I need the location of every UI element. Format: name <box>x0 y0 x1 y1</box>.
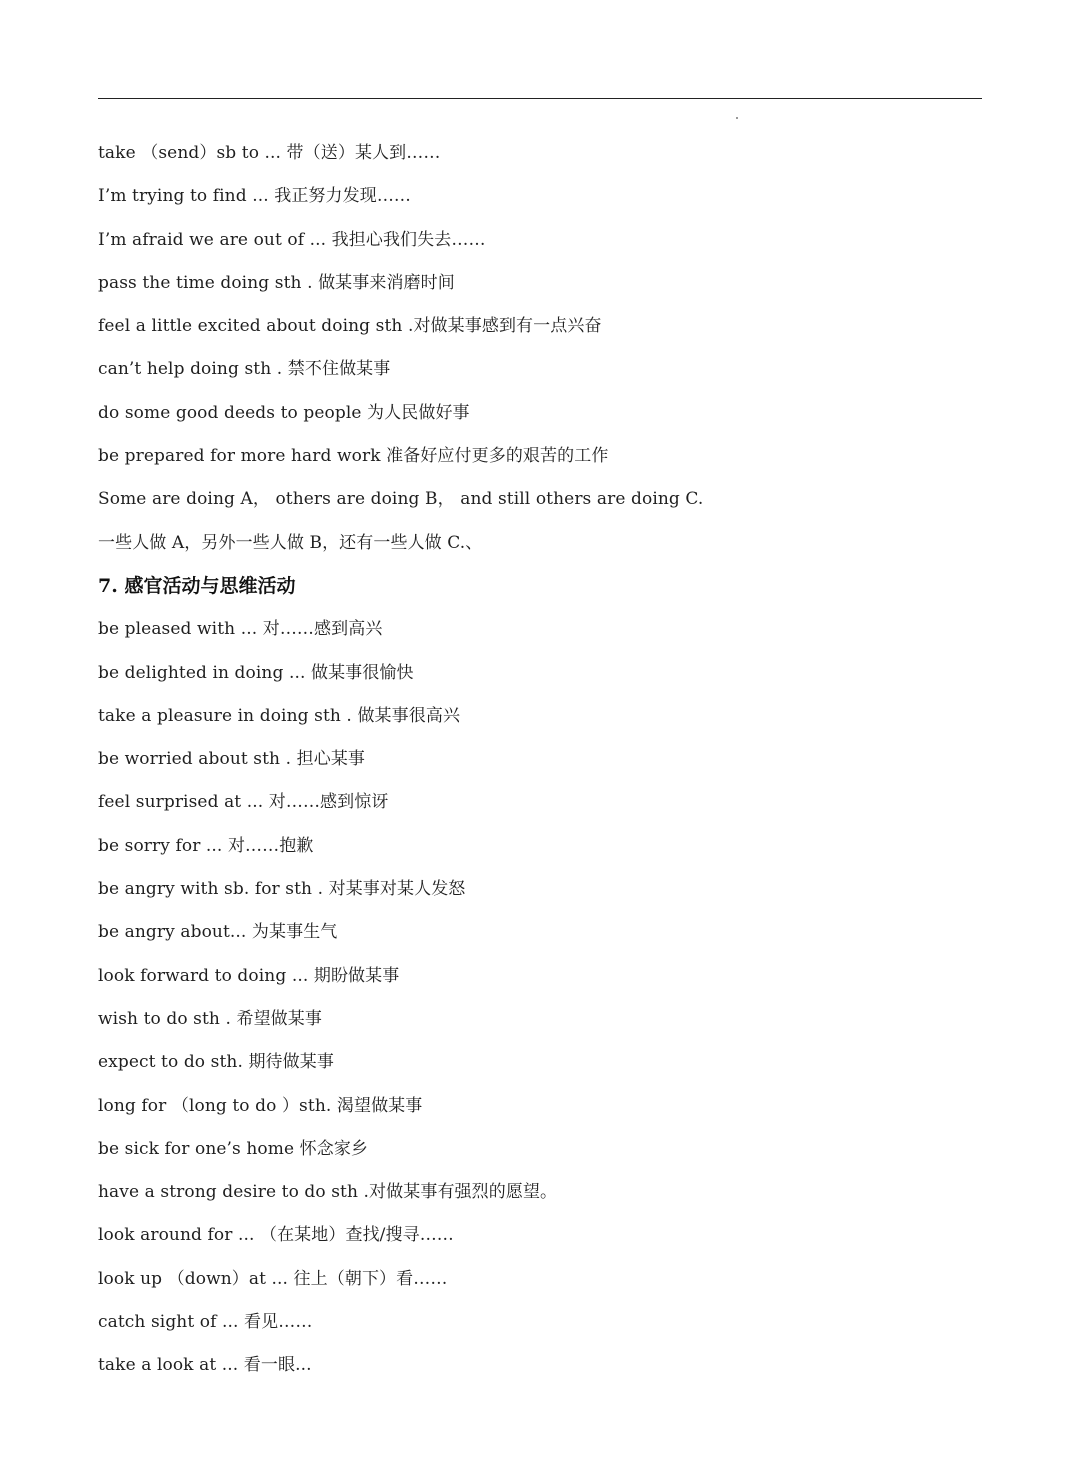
phrase-line: be angry with sb. for sth . 对某事对某人发怒 <box>98 879 466 900</box>
phrase-line: take （send）sb to ... 带（送）某人到…… <box>98 143 441 163</box>
phrase-line: catch sight of ... 看见…… <box>98 1312 313 1333</box>
phrase-line: 一些人做 A，另外一些人做 B，还有一些人做 C.、 <box>98 532 483 553</box>
phrase-line: expect to do sth. 期待做某事 <box>98 1052 334 1073</box>
phrase-line: feel surprised at ... 对……感到惊讶 <box>98 792 389 813</box>
phrase-line: Some are doing A， others are doing B， and still others are doing C. <box>98 489 704 510</box>
phrase-line: be prepared for more hard work 准备好应付更多的艰苦的工作 <box>98 446 609 467</box>
phrase-line: be sorry for ... 对……抱歉 <box>98 835 314 856</box>
phrase-line: be delighted in doing ... 做某事很愉快 <box>98 662 414 683</box>
phrase-line: be pleased with ... 对……感到高兴 <box>98 619 383 640</box>
phrase-line: take a look at ... 看一眼... <box>98 1355 312 1376</box>
section-heading: 7. 感官活动与思维活动 <box>98 574 296 597</box>
phrase-line: take a pleasure in doing sth . 做某事很高兴 <box>98 705 461 726</box>
phrase-line: be angry about... 为某事生气 <box>98 922 338 943</box>
phrase-line: look forward to doing ... 期盼做某事 <box>98 965 400 986</box>
phrase-line: can’t help doing sth . 禁不住做某事 <box>98 359 391 380</box>
phrase-line: look up （down）at ... 往上（朝下）看…… <box>98 1268 448 1289</box>
scan-speck <box>736 117 738 119</box>
phrase-line: pass the time doing sth . 做某事来消磨时间 <box>98 272 455 293</box>
phrase-line: I’m trying to find ... 我正努力发现…… <box>98 186 412 207</box>
phrase-line: look around for ... （在某地）查找/搜寻…… <box>98 1225 454 1246</box>
phrase-line: long for （long to do ）sth. 渴望做某事 <box>98 1095 423 1116</box>
phrase-list <box>98 132 978 1388</box>
phrase-line: be sick for one’s home 怀念家乡 <box>98 1138 369 1159</box>
header-divider <box>98 98 982 99</box>
phrase-line: do some good deeds to people 为人民做好事 <box>98 402 470 423</box>
phrase-line: wish to do sth . 希望做某事 <box>98 1008 322 1029</box>
phrase-line: I’m afraid we are out of ... 我担心我们失去…… <box>98 229 486 250</box>
phrase-line: be worried about sth . 担心某事 <box>98 749 366 770</box>
phrase-line: feel a little excited about doing sth .对做某事感到有一点兴奋 <box>98 316 602 337</box>
phrase-line: have a strong desire to do sth .对做某事有强烈的愿望。 <box>98 1182 558 1203</box>
